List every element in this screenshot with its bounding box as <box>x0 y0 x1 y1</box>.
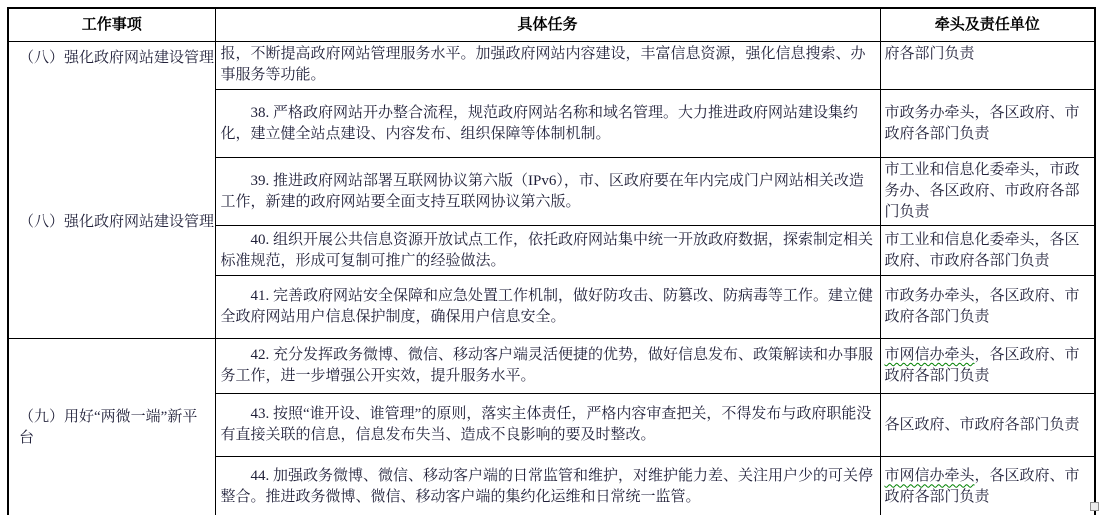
unit-cell <box>880 339 1095 394</box>
group-label-section9: （九）用好“两微一端”新平台 <box>19 409 198 447</box>
task-cell: 42. 充分发挥政务微博、微信、移动客户端灵活便捷的优势，做好信息发布、政策解读和办事服务工作，进一步增强公开实效，提升服务水平。 <box>215 339 880 394</box>
spellcheck-flagged-text: 市网信办牵头 <box>884 347 975 363</box>
header-responsible-unit: 牵头及责任单位 <box>880 8 1095 42</box>
unit-cell: 市工业和信息化委牵头，各区政府、市政府各部门负责 <box>880 226 1095 276</box>
unit-cell: 市政务办牵头，各区政府、市政府各部门负责 <box>880 276 1095 339</box>
task-cell: 43. 按照“谁开设、谁管理”的原则，落实主体责任，严格内容审查把关，不得发布与政府职能没有直接关联的信息，信息发布失当、造成不良影响的要及时整改。 <box>215 394 880 457</box>
task-cell: 38. 严格政府网站开办整合流程，规范政府网站名称和域名管理。大力推进政府网站建设集约化，建立健全站点建设、内容发布、组织保障等体制机制。 <box>215 90 880 158</box>
table-row <box>8 339 1095 394</box>
group-cell-section8 <box>8 42 215 339</box>
table-row <box>8 42 1095 90</box>
header-work-item: 工作事项 <box>8 8 215 42</box>
unit-cell <box>880 457 1095 515</box>
task-cell: 41. 完善政府网站安全保障和应急处置工作机制，做好防攻击、防篡改、防病毒等工作。建立健全政府网站用户信息保护制度，确保用户信息安全。 <box>215 276 880 339</box>
group-label-section8-repeat: （八）强化政府网站建设管理 <box>19 214 215 230</box>
work-tasks-table <box>7 7 1096 515</box>
unit-cell: 各区政府、市政府各部门负责 <box>880 394 1095 457</box>
group-label-section8: （八）强化政府网站建设管理 <box>19 50 215 66</box>
task-cell: 39. 推进政府网站部署互联网协议第六版（IPv6），市、区政府要在年内完成门户网站相关改造工作，新建的政府网站要全面支持互联网协议第六版。 <box>215 158 880 226</box>
spellcheck-flagged-text: 市网信办牵头 <box>884 468 975 485</box>
task-cell: 40. 组织开展公共信息资源开放试点工作，依托政府网站集中统一开放政府数据，探索制定相关标准规范，形成可复制可推广的经验做法。 <box>215 226 880 276</box>
unit-cell: 市政务办牵头，各区政府、市政府各部门负责 <box>880 90 1095 158</box>
task-cell: 报，不断提高政府网站管理服务水平。加强政府网站内容建设，丰富信息资源，强化信息搜索、办事服务等功能。 <box>215 42 880 90</box>
table-header-row <box>8 8 1095 42</box>
unit-cell: 府各部门负责 <box>880 42 1095 90</box>
header-specific-task: 具体任务 <box>215 8 880 42</box>
unit-text: ，各区政府、市政府各部门负责 <box>884 347 1080 384</box>
task-cell: 44. 加强政务微博、微信、移动客户端的日常监管和维护，对维护能力差、关注用户少的可关停整合。推进政务微博、微信、移动客户端的集约化运维和日常统一监管。 <box>215 457 880 515</box>
table-resize-handle[interactable] <box>1090 502 1099 511</box>
unit-cell: 市工业和信息化委牵头，市政务办、各区政府、市政府各部门负责 <box>880 158 1095 226</box>
unit-text: ，各区政府、市政府各部门负责 <box>884 468 1080 506</box>
group-cell-section9 <box>8 339 215 515</box>
